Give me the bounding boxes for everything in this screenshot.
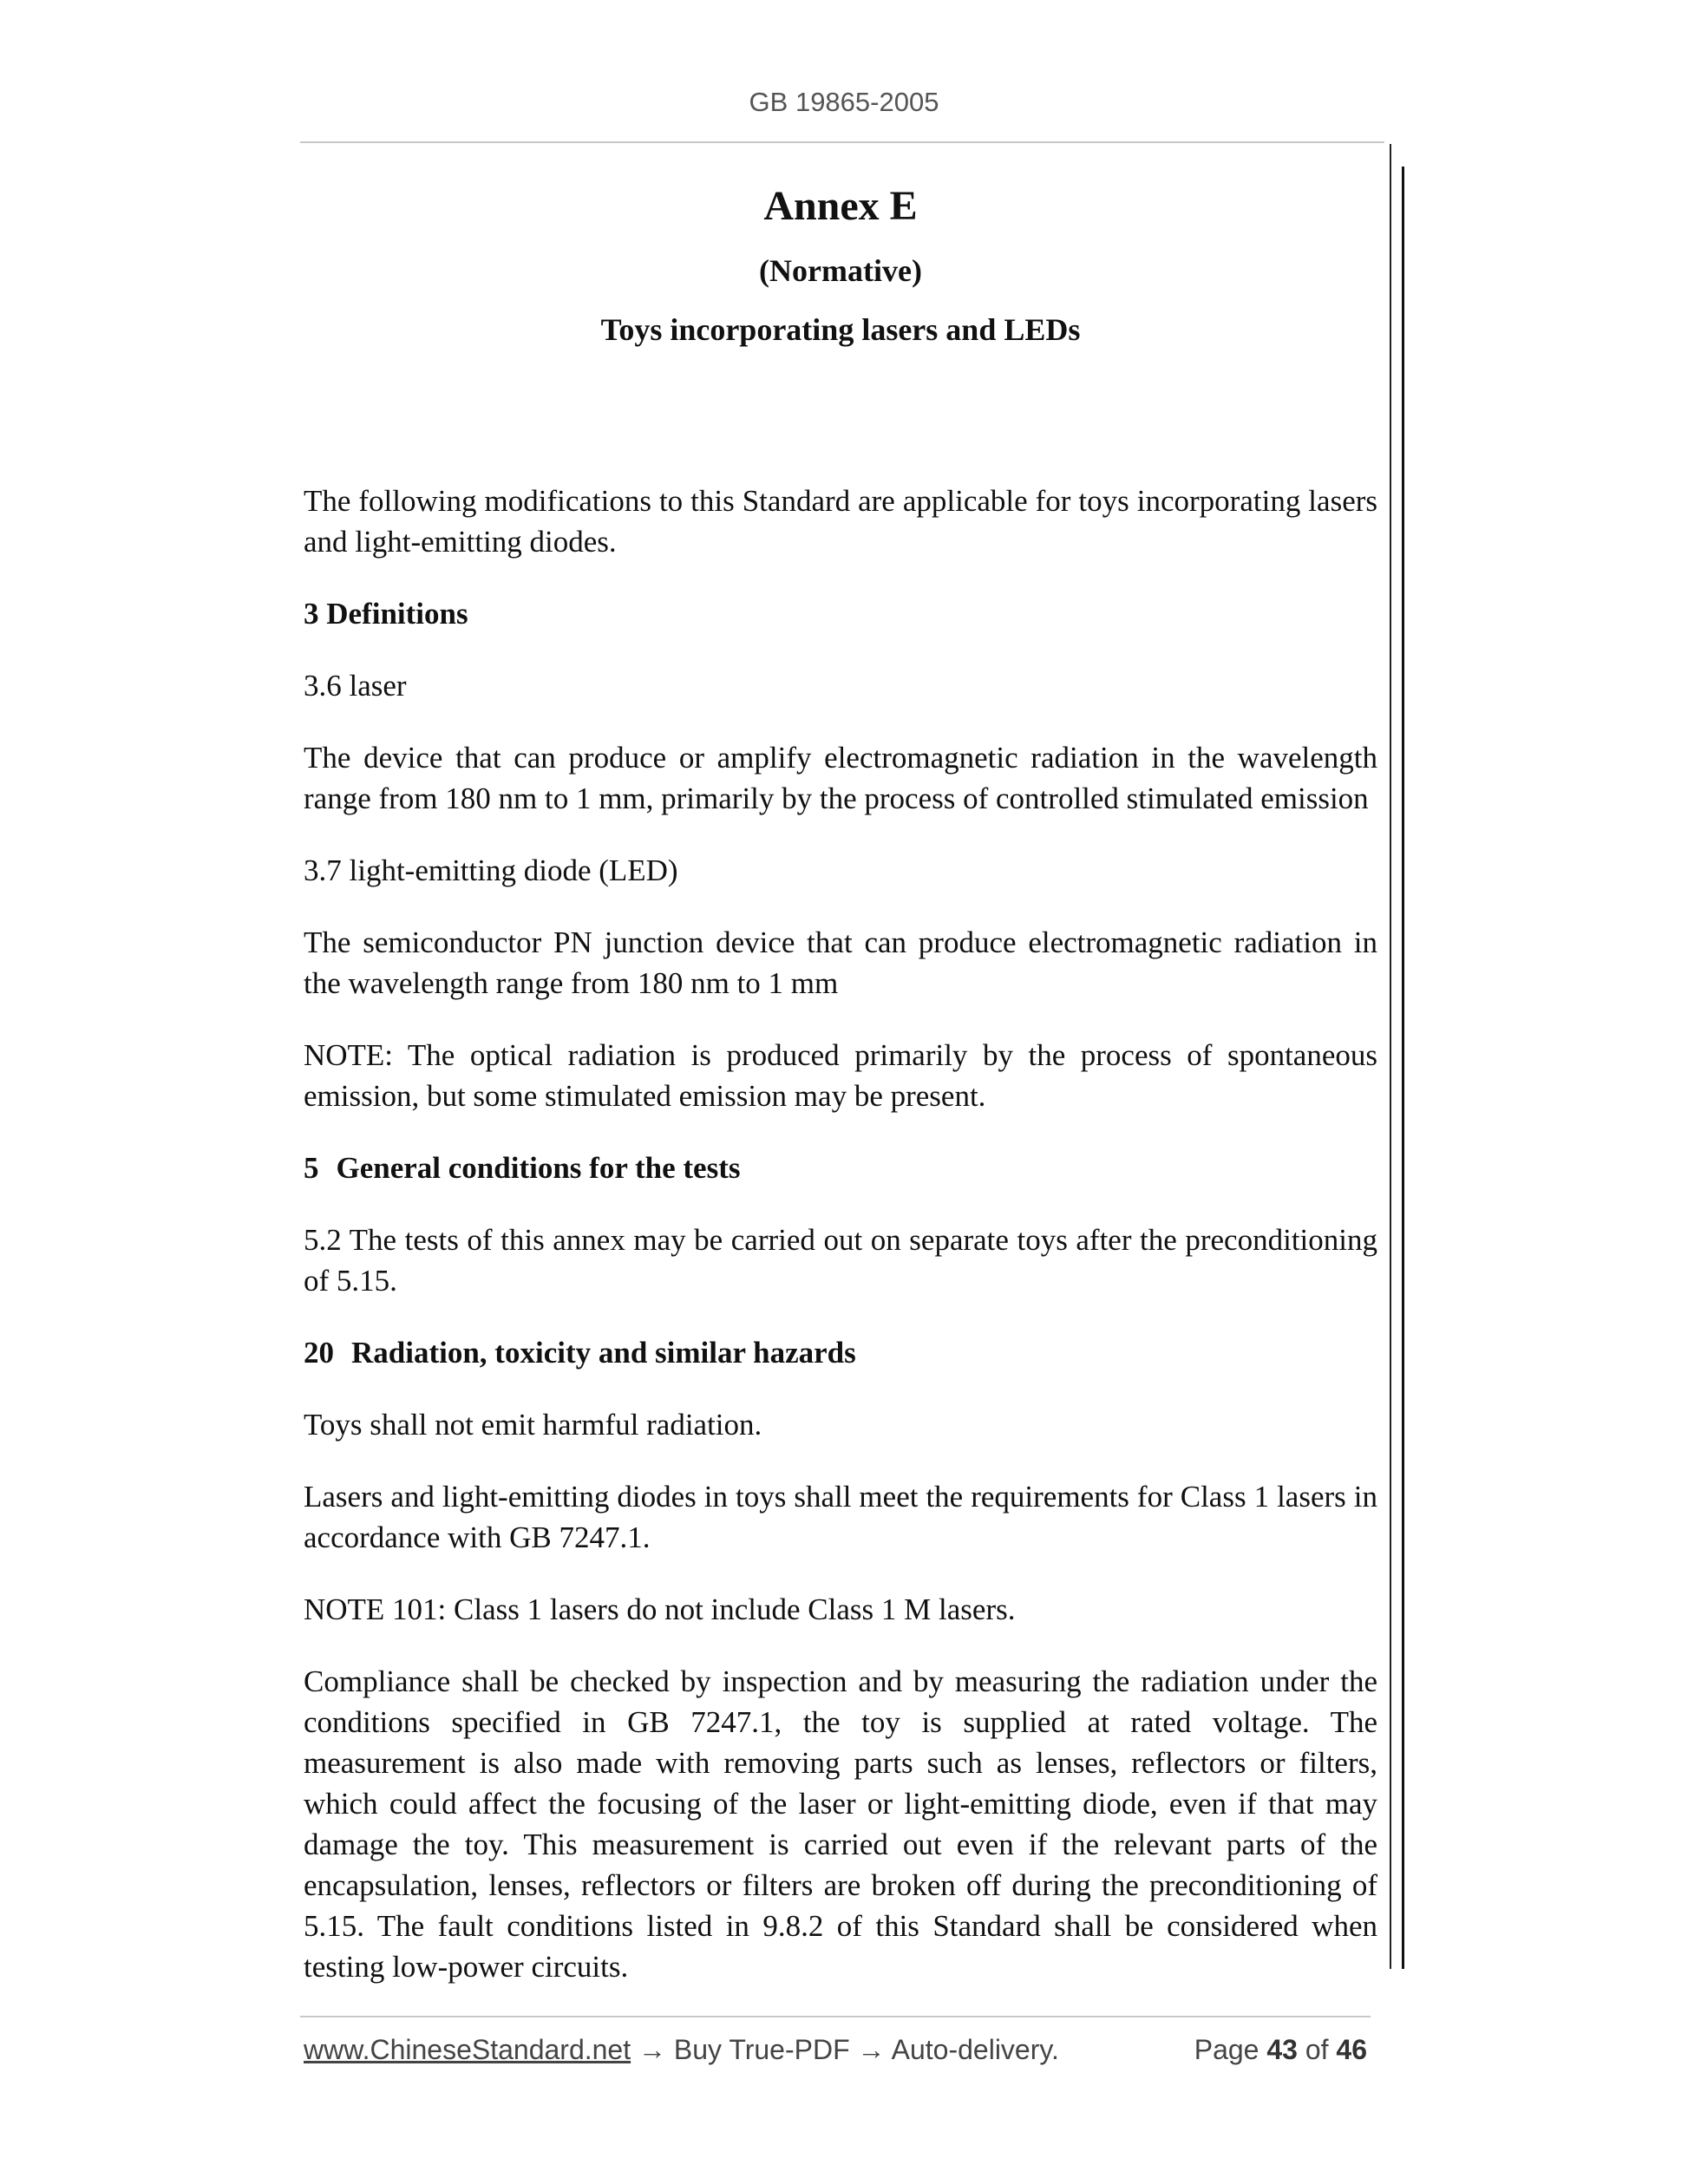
promo-text: → Buy True-PDF → Auto-delivery.: [638, 2034, 1059, 2065]
change-bar: [1390, 144, 1391, 1969]
section-5-number: 5: [304, 1151, 319, 1185]
section-20-heading: [304, 1332, 1377, 1373]
annex-status: (Normative): [759, 253, 922, 288]
website-link[interactable]: www.ChineseStandard.net: [304, 2034, 631, 2065]
total-pages: 46: [1336, 2034, 1367, 2065]
term-3-7: 3.7 light-emitting diode (LED): [304, 853, 678, 887]
annex-title: Annex E: [763, 183, 918, 229]
page-number: Page 43 of 46: [1194, 2034, 1367, 2065]
section-5-heading: [304, 1148, 1377, 1188]
section-20-paragraph-2: Lasers and light-emitting diodes in toys shall meet the requirements for Class 1 lasers in accordance with GB 7247.1.: [304, 1480, 1377, 1554]
current-page: 43: [1266, 2034, 1298, 2065]
term-3-6: 3.6 laser: [304, 669, 407, 703]
running-header-code: GB 19865-2005: [749, 87, 939, 117]
annex-heading: Toys incorporating lasers and LEDs: [600, 312, 1081, 347]
page-content: [304, 182, 1377, 2018]
section-3-heading: 3 Definitions: [304, 597, 468, 631]
note-3-7: NOTE: The optical radiation is produced primarily by the process of spontaneous emission, but some stimulated emission may be present.: [304, 1038, 1377, 1113]
page-footer: [304, 2034, 1371, 2066]
compliance-paragraph: Compliance shall be checked by inspection and by measuring the radiation under the conditions specified in GB 7247.1, the toy is supplied at rated voltage. The measurement is also made with removing parts such as lenses, reflectors or filters, which could affect the focusing of the laser or light-emitting diode, even if that may damage the toy. This measurement is carried out even if the relevant parts of the encapsulation, lenses, reflectors or filters are broken off during the preconditioning of 5.15. The fault conditions listed in 9.8.2 of this Standard shall be considered when testing low-power circuits.: [304, 1664, 1377, 1984]
clause-5-2: 5.2 The tests of this annex may be carried out on separate toys after the preconditioning of 5.15.: [304, 1223, 1377, 1298]
header-divider: [300, 141, 1384, 143]
footer-divider: [300, 2016, 1371, 2017]
section-20-number: 20: [304, 1336, 334, 1370]
definition-3-7: The semiconductor PN junction device that can produce electromagnetic radiation in the wavelength range from 180 nm to 1 mm: [304, 925, 1377, 1000]
section-20-title: Radiation, toxicity and similar hazards: [351, 1336, 856, 1370]
note-101: NOTE 101: Class 1 lasers do not include Class 1 M lasers.: [304, 1592, 1016, 1626]
section-20-paragraph-1: Toys shall not emit harmful radiation.: [304, 1408, 762, 1442]
footer-promo: [304, 2034, 1059, 2065]
section-5-title: General conditions for the tests: [336, 1151, 741, 1185]
change-bar: [1402, 167, 1404, 1969]
intro-paragraph: The following modifications to this Standard are applicable for toys incorporating lasers and light-emitting diodes.: [304, 484, 1377, 559]
definition-3-6: The device that can produce or amplify electromagnetic radiation in the wavelength range from 180 nm to 1 mm, primarily by the process of controlled stimulated emission: [304, 741, 1377, 815]
